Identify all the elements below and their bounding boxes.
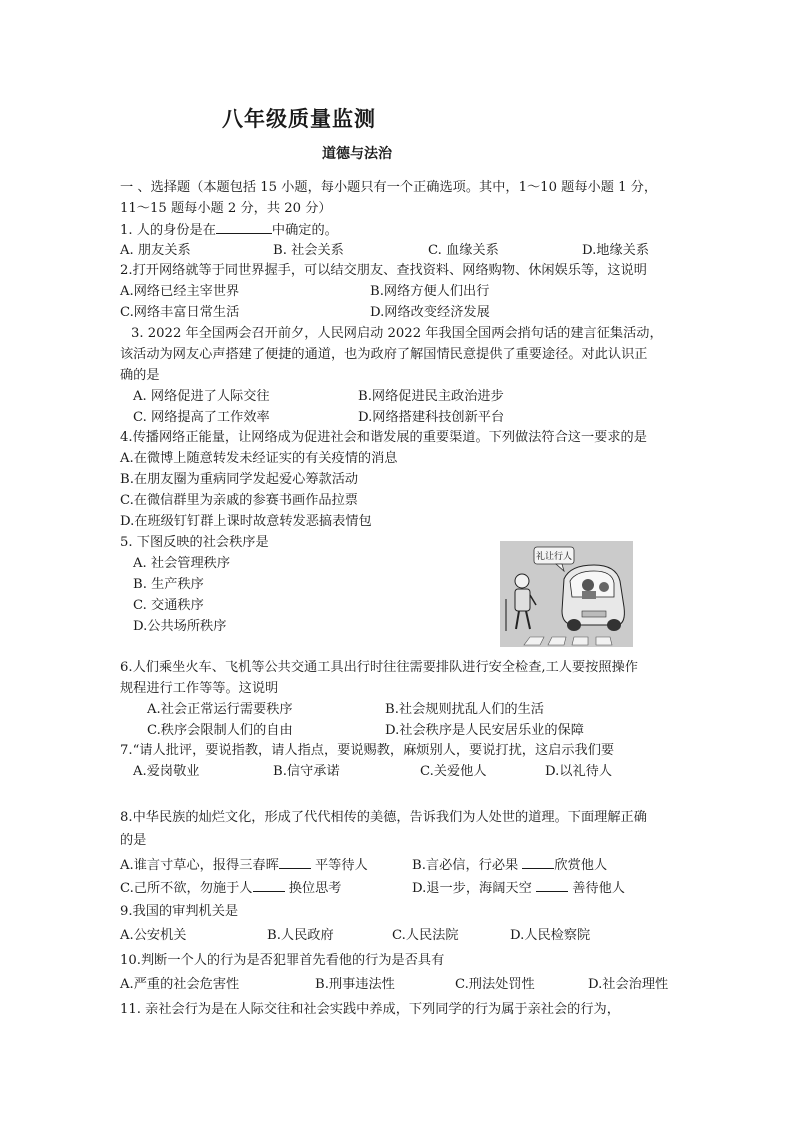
question-7-option-d: D.以礼待人 <box>545 764 613 779</box>
question-6-option-d: D.社会秩序是人民安居乐业的保障 <box>385 723 584 738</box>
question-2-option-a: A.网络已经主宰世界 <box>120 284 240 299</box>
question-5-option-a: A. 社会管理秩序 <box>133 556 231 571</box>
question-8-option-a-meaning: 平等待人 <box>314 858 368 873</box>
question-3-stem-line3: 确的是 <box>120 368 160 383</box>
question-6-option-c: C.秩序会限制人们的自由 <box>147 723 293 738</box>
question-7-option-a: A.爱岗敬业 <box>133 764 200 779</box>
question-7-option-b: B.信守承诺 <box>273 764 340 779</box>
question-8-option-d <box>412 879 625 898</box>
speech-bubble-text: 礼让行人 <box>535 552 573 562</box>
question-1-option-b: B. 社会关系 <box>273 243 344 258</box>
question-2-option-c: C.网络丰富日常生活 <box>120 305 240 320</box>
question-5-stem: 5. 下图反映的社会秩序是 <box>120 535 269 550</box>
question-3-option-a: A. 网络促进了人际交往 <box>133 389 270 404</box>
question-1-option-c: C. 血缘关系 <box>428 243 499 258</box>
question-3-stem-line1: 3. 2022 年全国两会召开前夕，人民网启动 2022 年我国全国两会捎句话的建言征集活动， <box>131 326 663 341</box>
question-8-option-d-quote: D.退一步，海阔天空 <box>412 881 532 896</box>
question-4-option-a: A.在微博上随意转发未经证实的有关疫情的消息 <box>120 451 398 466</box>
question-1-option-a: A. 朋友关系 <box>120 243 191 258</box>
question-2-option-d: D.网络改变经济发展 <box>370 305 490 320</box>
question-8-stem-line2: 的是 <box>120 833 147 848</box>
question-10-stem: 10.判断一个人的行为是否犯罪首先看他的行为是否具有 <box>120 953 445 968</box>
question-8-option-a <box>120 856 368 875</box>
question-8-option-a-quote: A.谁言寸草心，报得三春晖 <box>120 858 279 873</box>
question-3-stem-line2: 该活动为网友心声搭建了便捷的通道，也为政府了解国情民意提供了重要途径。对此认识正 <box>120 347 648 362</box>
question-8-option-c-quote: C.己所不欲，勿施于人 <box>120 881 253 896</box>
question-7-option-c: C.关爱他人 <box>420 764 487 779</box>
question-1-stem <box>120 221 338 240</box>
answer-blank <box>536 879 568 892</box>
question-6-stem-line1: 6.人们乘坐火车、飞机等公共交通工具出行时往往需要排队进行安全检查,工人要按照操作 <box>120 660 638 675</box>
answer-blank <box>279 856 311 869</box>
answer-blank <box>253 879 285 892</box>
question-9-option-a: A.公安机关 <box>120 928 187 943</box>
question-3-option-b: B.网络促进民主政治进步 <box>358 389 504 404</box>
question-10-option-a: A.严重的社会危害性 <box>120 977 240 992</box>
question-2-option-b: B.网络方便人们出行 <box>370 284 490 299</box>
question-4-option-c: C.在微信群里为亲戚的参赛书画作品拉票 <box>120 493 358 508</box>
question-7-stem: 7.“请人批评，要说指教，请人指点，要说赐教，麻烦别人，要说打扰，这启示我们要 <box>120 743 615 758</box>
question-3-option-d: D.网络搭建科技创新平台 <box>358 410 505 425</box>
question-1-stem-a: 1. 人的身份是在 <box>120 223 216 238</box>
answer-blank <box>522 856 554 869</box>
page-title: 八年级质量监测 <box>222 106 376 131</box>
section-instructions-line1: 一 、选择题（本题包括 15 小题，每小题只有一个正确选项。其中，1～10 题每小题 1 分， <box>120 180 658 195</box>
question-10-option-c: C.刑法处罚性 <box>455 977 535 992</box>
traffic-cartoon-illustration <box>500 541 633 647</box>
question-10-option-b: B.刑事违法性 <box>315 977 395 992</box>
page-subtitle: 道德与法治 <box>322 146 392 162</box>
traffic-cartoon-figure <box>500 541 633 647</box>
question-9-option-c: C.人民法院 <box>392 928 459 943</box>
question-2-stem: 2.打开网络就等于同世界握手，可以结交朋友、查找资料、网络购物、休闲娱乐等，这说明 <box>120 263 647 278</box>
question-10-option-d: D.社会治理性 <box>588 977 669 992</box>
question-8-option-b-quote: B.言必信，行必果 <box>412 858 519 873</box>
question-9-stem: 9.我国的审判机关是 <box>120 904 239 919</box>
question-1-option-d: D.地缘关系 <box>582 243 650 258</box>
question-6-option-a: A.社会正常运行需要秩序 <box>147 702 293 717</box>
section-instructions-line2: 11～15 题每小题 2 分，共 20 分） <box>120 201 332 216</box>
question-1-stem-b: 中确定的。 <box>271 223 338 238</box>
question-11-stem: 11. 亲社会行为是在人际交往和社会实践中养成，下列同学的行为属于亲社会的行为， <box>120 1002 620 1017</box>
question-8-option-c <box>120 879 341 898</box>
question-4-option-b: B.在朋友圈为重病同学发起爱心筹款活动 <box>120 472 359 487</box>
question-8-option-b <box>412 856 607 875</box>
question-8-option-c-meaning: 换位思考 <box>288 881 342 896</box>
question-4-option-d: D.在班级钉钉群上课时故意转发恶搞表情包 <box>120 514 372 529</box>
question-4-stem: 4.传播网络正能量，让网络成为促进社会和谐发展的重要渠道。下列做法符合这一要求的是 <box>120 430 647 445</box>
answer-blank <box>216 221 272 234</box>
question-8-option-b-meaning: 欣赏他人 <box>554 858 608 873</box>
question-6-option-b: B.社会规则扰乱人们的生活 <box>385 702 544 717</box>
question-9-option-d: D.人民检察院 <box>510 928 591 943</box>
question-6-stem-line2: 规程进行工作等等。这说明 <box>120 681 279 696</box>
question-5-option-b: B. 生产秩序 <box>133 577 204 592</box>
question-9-option-b: B.人民政府 <box>267 928 334 943</box>
question-8-option-d-meaning: 善待他人 <box>572 881 625 896</box>
question-3-option-c: C. 网络提高了工作效率 <box>133 410 270 425</box>
question-5-option-d: D.公共场所秩序 <box>133 619 227 634</box>
question-8-stem-line1: 8.中华民族的灿烂文化，形成了代代相传的美德，告诉我们为人处世的道理。下面理解正确 <box>120 810 647 825</box>
question-5-option-c: C. 交通秩序 <box>133 598 204 613</box>
